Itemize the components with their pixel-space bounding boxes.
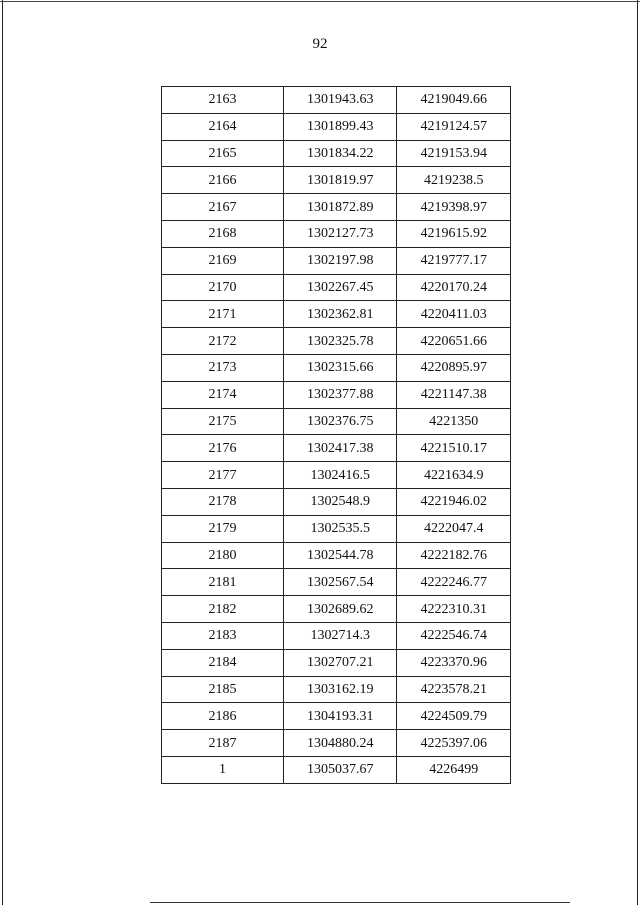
point-number-cell: 2165 [162, 140, 284, 167]
x-coordinate-cell: 1301834.22 [283, 140, 397, 167]
x-coordinate-cell: 1302325.78 [283, 328, 397, 355]
x-coordinate-cell: 1302376.75 [283, 408, 397, 435]
y-coordinate-cell: 4220170.24 [397, 274, 511, 301]
table-row [162, 274, 511, 301]
point-number-cell: 2181 [162, 569, 284, 596]
table-row [162, 488, 511, 515]
point-number-cell: 2187 [162, 730, 284, 757]
point-number-cell: 2174 [162, 381, 284, 408]
point-number-cell: 2173 [162, 354, 284, 381]
y-coordinate-cell: 4222246.77 [397, 569, 511, 596]
point-number-cell: 2164 [162, 113, 284, 140]
page-number: 92 [312, 36, 328, 52]
page-edge-left [2, 0, 3, 905]
point-number-cell: 2184 [162, 649, 284, 676]
point-number-cell: 2172 [162, 328, 284, 355]
x-coordinate-cell: 1302315.66 [283, 354, 397, 381]
x-coordinate-cell: 1302417.38 [283, 435, 397, 462]
point-number-cell: 2178 [162, 488, 284, 515]
point-number-cell: 2168 [162, 220, 284, 247]
x-coordinate-cell: 1302267.45 [283, 274, 397, 301]
x-coordinate-cell: 1302714.3 [283, 622, 397, 649]
x-coordinate-cell: 1301872.89 [283, 194, 397, 221]
x-coordinate-cell: 1304880.24 [283, 730, 397, 757]
y-coordinate-cell: 4222182.76 [397, 542, 511, 569]
x-coordinate-cell: 1302416.5 [283, 462, 397, 489]
x-coordinate-cell: 1301819.97 [283, 167, 397, 194]
x-coordinate-cell: 1302197.98 [283, 247, 397, 274]
y-coordinate-cell: 4224509.79 [397, 703, 511, 730]
table-row [162, 435, 511, 462]
table-row [162, 462, 511, 489]
y-coordinate-cell: 4221634.9 [397, 462, 511, 489]
table-row [162, 596, 511, 623]
table-row [162, 167, 511, 194]
point-number-cell: 2186 [162, 703, 284, 730]
x-coordinate-cell: 1302689.62 [283, 596, 397, 623]
x-coordinate-cell: 1302544.78 [283, 542, 397, 569]
point-number-cell: 2183 [162, 622, 284, 649]
x-coordinate-cell: 1302127.73 [283, 220, 397, 247]
y-coordinate-cell: 4219777.17 [397, 247, 511, 274]
point-number-cell: 2171 [162, 301, 284, 328]
table-row [162, 220, 511, 247]
y-coordinate-cell: 4221510.17 [397, 435, 511, 462]
table-row [162, 194, 511, 221]
table-row [162, 301, 511, 328]
table-row [162, 247, 511, 274]
point-number-cell: 2179 [162, 515, 284, 542]
point-number-cell: 2169 [162, 247, 284, 274]
table-row [162, 408, 511, 435]
y-coordinate-cell: 4225397.06 [397, 730, 511, 757]
y-coordinate-cell: 4222546.74 [397, 622, 511, 649]
y-coordinate-cell: 4221147.38 [397, 381, 511, 408]
page-edge-bottom [150, 902, 570, 903]
table-row [162, 515, 511, 542]
table-row [162, 354, 511, 381]
x-coordinate-cell: 1302362.81 [283, 301, 397, 328]
y-coordinate-cell: 4221946.02 [397, 488, 511, 515]
table-row [162, 730, 511, 757]
table-row [162, 676, 511, 703]
table-row [162, 140, 511, 167]
point-number-cell: 2180 [162, 542, 284, 569]
table-row [162, 622, 511, 649]
page-edge-right [637, 0, 638, 905]
table-row [162, 756, 511, 783]
page-edge-top [0, 1, 640, 2]
y-coordinate-cell: 4220411.03 [397, 301, 511, 328]
x-coordinate-cell: 1302707.21 [283, 649, 397, 676]
table-row [162, 113, 511, 140]
point-number-cell: 2163 [162, 87, 284, 114]
table-row [162, 703, 511, 730]
x-coordinate-cell: 1303162.19 [283, 676, 397, 703]
y-coordinate-cell: 4220651.66 [397, 328, 511, 355]
table-row [162, 569, 511, 596]
x-coordinate-cell: 1305037.67 [283, 756, 397, 783]
point-number-cell: 2182 [162, 596, 284, 623]
y-coordinate-cell: 4222047.4 [397, 515, 511, 542]
x-coordinate-cell: 1301943.63 [283, 87, 397, 114]
y-coordinate-cell: 4222310.31 [397, 596, 511, 623]
x-coordinate-cell: 1302548.9 [283, 488, 397, 515]
x-coordinate-cell: 1304193.31 [283, 703, 397, 730]
x-coordinate-cell: 1302567.54 [283, 569, 397, 596]
y-coordinate-cell: 4226499 [397, 756, 511, 783]
point-number-cell: 2170 [162, 274, 284, 301]
coordinates-table [161, 86, 511, 784]
y-coordinate-cell: 4221350 [397, 408, 511, 435]
x-coordinate-cell: 1302377.88 [283, 381, 397, 408]
y-coordinate-cell: 4219124.57 [397, 113, 511, 140]
y-coordinate-cell: 4219153.94 [397, 140, 511, 167]
x-coordinate-cell: 1302535.5 [283, 515, 397, 542]
table-row [162, 649, 511, 676]
table-row [162, 87, 511, 114]
point-number-cell: 2185 [162, 676, 284, 703]
y-coordinate-cell: 4219238.5 [397, 167, 511, 194]
point-number-cell: 2175 [162, 408, 284, 435]
y-coordinate-cell: 4219615.92 [397, 220, 511, 247]
point-number-cell: 2166 [162, 167, 284, 194]
y-coordinate-cell: 4219398.97 [397, 194, 511, 221]
x-coordinate-cell: 1301899.43 [283, 113, 397, 140]
table-row [162, 542, 511, 569]
point-number-cell: 2177 [162, 462, 284, 489]
y-coordinate-cell: 4219049.66 [397, 87, 511, 114]
y-coordinate-cell: 4223370.96 [397, 649, 511, 676]
y-coordinate-cell: 4223578.21 [397, 676, 511, 703]
point-number-cell: 1 [162, 756, 284, 783]
y-coordinate-cell: 4220895.97 [397, 354, 511, 381]
table-row [162, 381, 511, 408]
table-row [162, 328, 511, 355]
point-number-cell: 2176 [162, 435, 284, 462]
coordinates-table-body [162, 87, 511, 784]
point-number-cell: 2167 [162, 194, 284, 221]
